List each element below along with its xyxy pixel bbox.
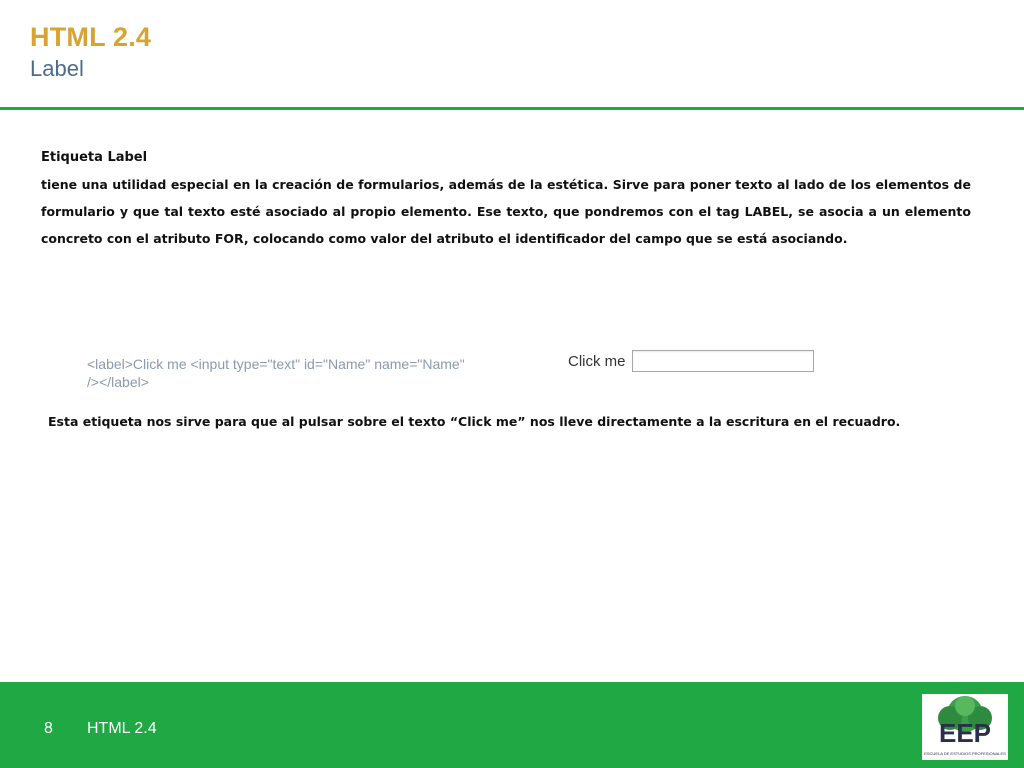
- footer-bar: [0, 682, 1024, 768]
- code-line-2: /></label>: [87, 374, 149, 390]
- title-divider: [0, 107, 1024, 110]
- logo-text: EEP: [938, 718, 992, 748]
- logo-caption: ESCUELA DE ESTUDIOS PROFESIONALES: [924, 751, 1006, 756]
- content-paragraph: tiene una utilidad especial en la creación de formularios, además de la estética. Sirve para poner texto al lado de los elementos de formulario y que tal texto esté asociado al propio elemento. Ese texto, que pondremos con el tag LABEL, se asocia a un elemento concreto con el atributo FOR, colocando como valor del atributo el identificador del campo que se está asociando.: [41, 177, 971, 246]
- content-body: [41, 150, 971, 252]
- school-logo-icon: [920, 690, 1010, 764]
- slide-subtitle: Label: [30, 56, 84, 81]
- explanation-note: Esta etiqueta nos sirve para que al pulsar sobre el texto “Click me” nos lleve directamente a la escritura en el recuadro.: [48, 414, 901, 429]
- page-number: 8: [44, 720, 53, 737]
- footer-title: HTML 2.4: [87, 720, 157, 737]
- content-heading: Etiqueta Label: [41, 150, 148, 165]
- code-line-1: <label>Click me <input type="text" id="Name" name="Name": [87, 356, 465, 372]
- name-input[interactable]: [632, 350, 814, 372]
- label-demo: [568, 350, 814, 372]
- click-me-label[interactable]: Click me: [568, 352, 626, 370]
- slide-title: HTML 2.4: [30, 22, 152, 52]
- code-sample: [87, 355, 487, 391]
